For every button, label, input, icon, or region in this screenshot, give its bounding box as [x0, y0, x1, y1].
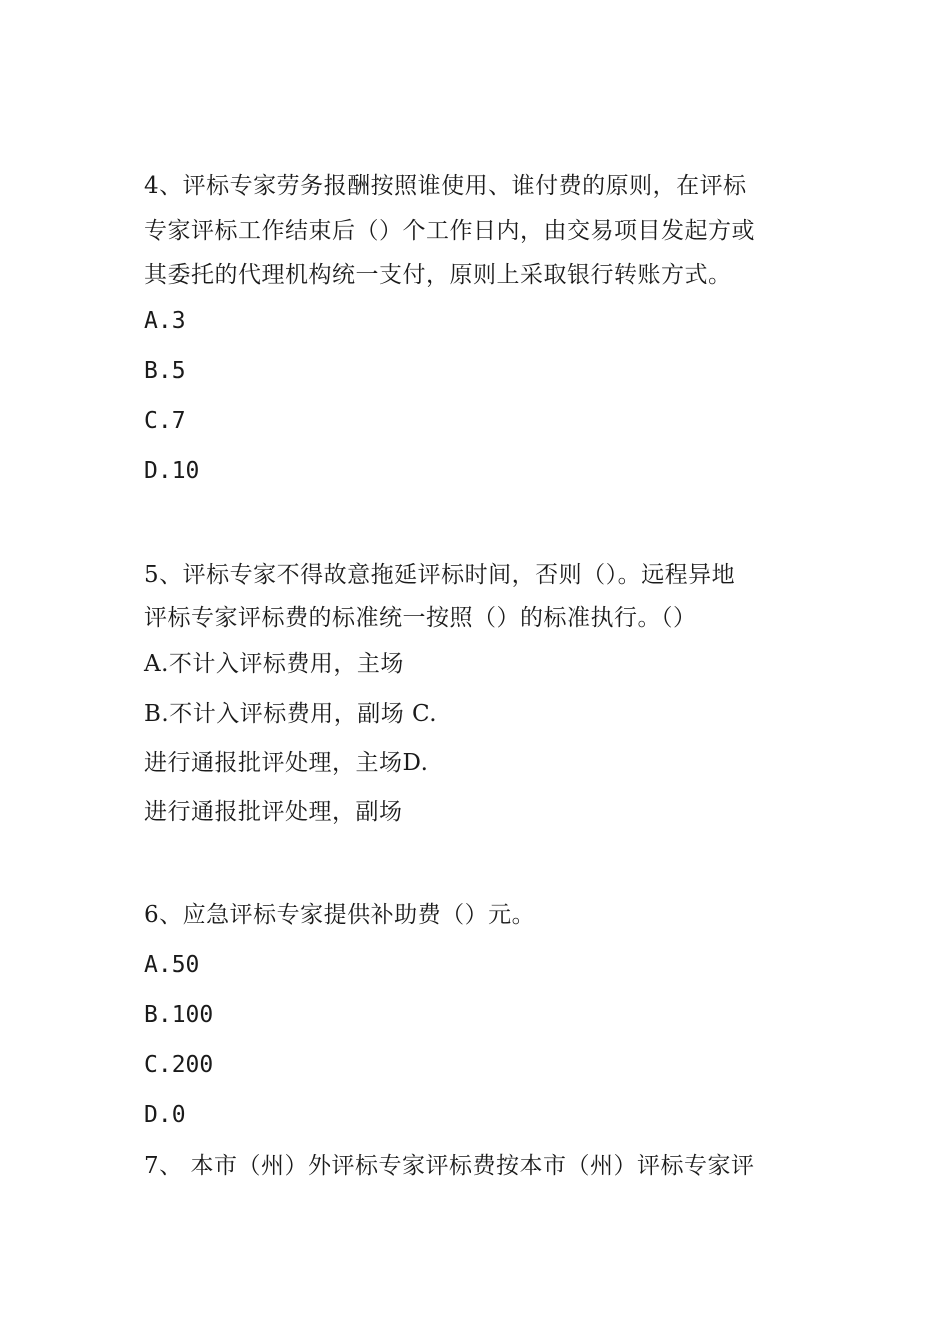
question-6-option-b: B.100 — [144, 1002, 214, 1028]
question-7-line-1: 7、 本市（州）外评标专家评标费按本市（州）评标专家评 — [144, 1153, 755, 1179]
question-6-option-d: D.0 — [144, 1102, 186, 1128]
question-5-option-c: 进行通报批评处理，主场D. — [144, 750, 429, 776]
question-4-line-2: 专家评标工作结束后（）个工作日内，由交易项目发起方或 — [144, 218, 755, 244]
question-4-option-d: D.10 — [144, 458, 200, 484]
question-4-option-a: A.3 — [144, 308, 186, 334]
question-5-option-d: 进行通报批评处理，副场 — [144, 799, 403, 825]
question-5-line-1: 5、评标专家不得故意拖延评标时间，否则（）。远程异地 — [144, 562, 736, 588]
question-5-option-b: B.不计入评标费用，副场 C. — [144, 701, 438, 727]
question-4-line-1: 4、评标专家劳务报酬按照谁使用、谁付费的原则，在评标 — [144, 173, 747, 199]
question-6-line-1: 6、应急评标专家提供补助费（）元。 — [144, 902, 536, 928]
question-6-option-a: A.50 — [144, 952, 200, 978]
question-4-line-3: 其委托的代理机构统一支付，原则上采取银行转账方式。 — [144, 262, 732, 288]
question-5-option-a: A.不计入评标费用，主场 — [144, 651, 404, 677]
question-4-option-b: B.5 — [144, 358, 186, 384]
question-5-line-2: 评标专家评标费的标准统一按照（）的标准执行。（） — [144, 605, 697, 631]
question-6-option-c: C.200 — [144, 1052, 214, 1078]
question-4-option-c: C.7 — [144, 408, 186, 434]
